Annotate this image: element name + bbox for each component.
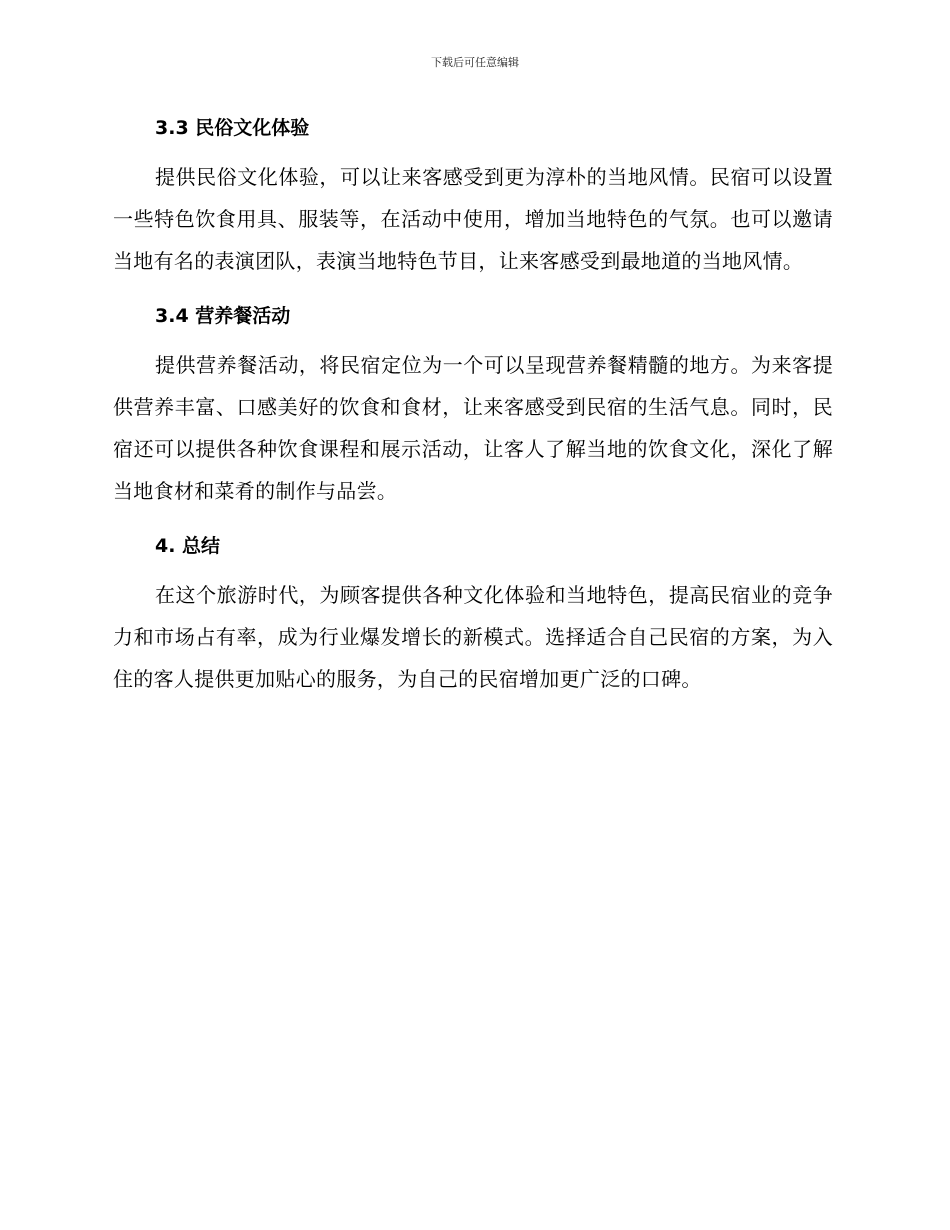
section-folk-culture bbox=[113, 108, 833, 282]
section-paragraph: 提供民俗文化体验，可以让来客感受到更为淳朴的当地风情。民宿可以设置一些特色饮食用具、服装等，在活动中使用，增加当地特色的气氛。也可以邀请当地有名的表演团队，表演当地特色节目，让来客感受到最地道的当地风情。 bbox=[113, 165, 833, 273]
section-summary bbox=[113, 526, 833, 700]
section-heading: 4. 总结 bbox=[155, 535, 221, 557]
section-heading: 3.4 营养餐活动 bbox=[155, 305, 291, 327]
document-body bbox=[113, 108, 833, 714]
section-heading: 3.3 民俗文化体验 bbox=[155, 117, 310, 139]
section-paragraph: 在这个旅游时代，为顾客提供各种文化体验和当地特色，提高民宿业的竞争力和市场占有率，成为行业爆发增长的新模式。选择适合自己民宿的方案，为入住的客人提供更加贴心的服务，为自己的民宿增加更广泛的口碑。 bbox=[113, 583, 833, 691]
page-header: 下载后可任意编辑 bbox=[431, 56, 519, 69]
section-paragraph: 提供营养餐活动，将民宿定位为一个可以呈现营养餐精髓的地方。为来客提供营养丰富、口感美好的饮食和食材，让来客感受到民宿的生活气息。同时，民宿还可以提供各种饮食课程和展示活动，让客人了解当地的饮食文化，深化了解当地食材和菜肴的制作与品尝。 bbox=[113, 353, 833, 503]
section-nutrition-meal bbox=[113, 296, 833, 512]
